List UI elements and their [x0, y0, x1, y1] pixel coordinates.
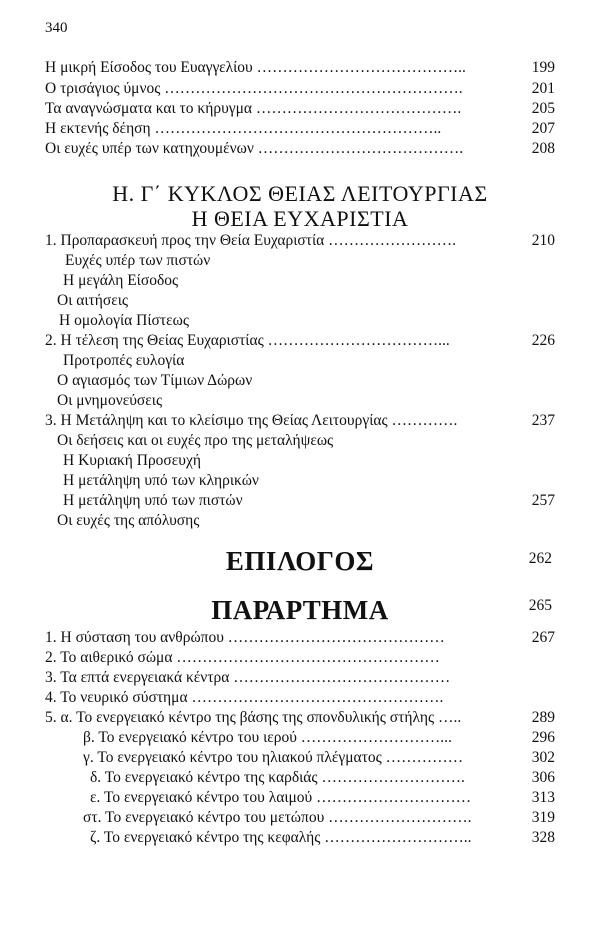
toc-entry-page: 296 [531, 729, 555, 746]
appendix-page: 265 [528, 597, 552, 614]
toc-entry-text: Η εκτενής δέηση ……………………………………………….. [45, 120, 442, 137]
toc-entry [45, 99, 555, 119]
toc-subentry [45, 431, 555, 451]
toc-entry-text: 3. Τα επτά ενεργειακά κέντρα …………………………………… [45, 669, 451, 686]
toc-entry-page: 306 [531, 769, 555, 786]
toc-subentry [45, 828, 555, 848]
toc-entry-text: 5. α. Το ενεργειακό κέντρο της βάσης της σπονδυλικής στήλης ….. [45, 709, 462, 726]
toc-entry-text: στ. Το ενεργειακό κέντρο του μετώπου ………………………. [83, 809, 472, 826]
toc-entry-page: 289 [531, 709, 555, 726]
toc-entry-page: 207 [531, 120, 555, 137]
toc-subentry [45, 351, 555, 371]
toc-subentry [45, 391, 555, 411]
toc-entry-text: δ. Το ενεργειακό κέντρο της καρδιάς ………………………. [90, 769, 465, 786]
toc-entry-text: Οι αιτήσεις [57, 292, 129, 309]
toc-subentry [45, 728, 555, 748]
toc-entry [45, 708, 555, 728]
toc-entry-text: Η Κυριακή Προσευχή [63, 452, 201, 469]
toc-entry-page: 313 [531, 789, 555, 806]
toc-entry-text: Προτροπές ευλογία [63, 352, 185, 369]
section-heading-line1: Η. Γ΄ ΚΥΚΛΟΣ ΘΕΙΑΣ ΛΕΙΤΟΥΡΓΙΑΣ [112, 181, 488, 206]
toc-entry-page: 226 [531, 332, 555, 349]
toc-entry [45, 79, 555, 99]
toc-subentry [45, 451, 555, 471]
toc-entry-text: 1. Προπαρασκευή προς την Θεία Ευχαριστία ……………………. [45, 232, 457, 249]
toc-subentry [45, 311, 555, 331]
toc-subentry [45, 788, 555, 808]
toc-entry [45, 628, 555, 648]
toc-subentry [45, 371, 555, 391]
toc-entry-text: 3. Η Μετάληψη και το κλείσιμο της Θείας Λειτουργίας …………. [45, 412, 458, 429]
toc-subentry [45, 511, 555, 531]
toc-entry-text: Οι μνημονεύσεις [57, 392, 163, 409]
toc-subentry [45, 251, 555, 271]
toc-subentry [45, 808, 555, 828]
toc-entry-text: Η ομολογία Πίστεως [59, 312, 189, 329]
toc-entry-text: Οι δεήσεις και οι ευχές προ της μεταλήψεως [57, 432, 334, 449]
toc-entry-page: 210 [531, 232, 555, 249]
toc-entry [45, 231, 555, 251]
toc-entry-text: β. Το ενεργειακό κέντρο του ιερού ………………………... [83, 729, 452, 746]
toc-entry [45, 58, 555, 78]
toc-entry-text: 4. Το νευρικό σύστημα …………………………………………. [45, 689, 444, 706]
toc-subentry [45, 748, 555, 768]
epilogue-page: 262 [528, 550, 552, 567]
toc-entry-page: 201 [531, 80, 555, 97]
toc-entry-page: 257 [531, 492, 555, 509]
toc-entry [45, 648, 555, 668]
toc-entry-page: 199 [531, 59, 555, 76]
toc-entry-text: 1. Η σύσταση του ανθρώπου …………………………………… [45, 629, 445, 646]
toc-entry-text: Ο αγιασμός των Τίμιων Δώρων [57, 372, 253, 389]
toc-entry-page: 208 [531, 140, 555, 157]
toc-entry-page: 328 [531, 829, 555, 846]
toc-entry-text: Η μετάληψη υπό των πιστών [63, 492, 243, 509]
toc-entry [45, 411, 555, 431]
epilogue-title: ΕΠΙΛΟΓΟΣ [225, 546, 375, 576]
toc-entry-text: Η μικρή Είσοδος του Ευαγγελίου ………………………………….. [45, 59, 466, 76]
toc-entry-text: γ. Το ενεργειακό κέντρο του ηλιακού πλέγματος …………… [83, 749, 464, 766]
toc-entry-text: Η μετάληψη υπό των κληρικών [63, 472, 259, 489]
appendix-title: ΠΑΡΑΡΤΗΜΑ [211, 595, 389, 625]
toc-entry-text: Η μεγάλη Είσοδος [63, 272, 179, 289]
toc-entry-page: 302 [531, 749, 555, 766]
toc-entry-page: 267 [531, 629, 555, 646]
toc-entry-text: ζ. Το ενεργειακό κέντρο της κεφαλής ……………………….. [90, 829, 472, 846]
toc-subentry [45, 271, 555, 291]
toc-entry-text: Οι ευχές της απόλυσης [57, 512, 200, 529]
toc-entry-text: ε. Το ενεργειακό κέντρο του λαιμού ………………………… [90, 789, 472, 806]
toc-subentry [45, 291, 555, 311]
toc-entry-page: 205 [531, 100, 555, 117]
toc-entry-page: 319 [531, 809, 555, 826]
toc-entry-page: 237 [531, 412, 555, 429]
toc-entry [45, 331, 555, 351]
toc-entry [45, 119, 555, 139]
toc-subentry [45, 491, 555, 511]
toc-entry-text: Ο τρισάγιος ύμνος …………………………………………………. [45, 80, 463, 97]
toc-entry [45, 668, 555, 688]
toc-subentry [45, 768, 555, 788]
toc-entry-text: 2. Το αιθερικό σώμα …………………………………………… [45, 649, 440, 666]
page-number: 340 [45, 20, 68, 36]
toc-subentry [45, 471, 555, 491]
toc-entry [45, 688, 555, 708]
toc-entry-text: 2. Η τέλεση της Θείας Ευχαριστίας ……………………………... [45, 332, 450, 349]
toc-entry-text: Ευχές υπέρ των πιστών [65, 252, 211, 269]
section-heading-line2: Η ΘΕΙΑ ΕΥΧΑΡΙΣΤΙΑ [191, 206, 409, 231]
toc-entry-text: Τα αναγνώσματα και το κήρυγμα …………………………………. [45, 100, 462, 117]
toc-entry [45, 139, 555, 159]
toc-entry-text: Οι ευχές υπέρ των κατηχουμένων …………………………………. [45, 140, 464, 157]
